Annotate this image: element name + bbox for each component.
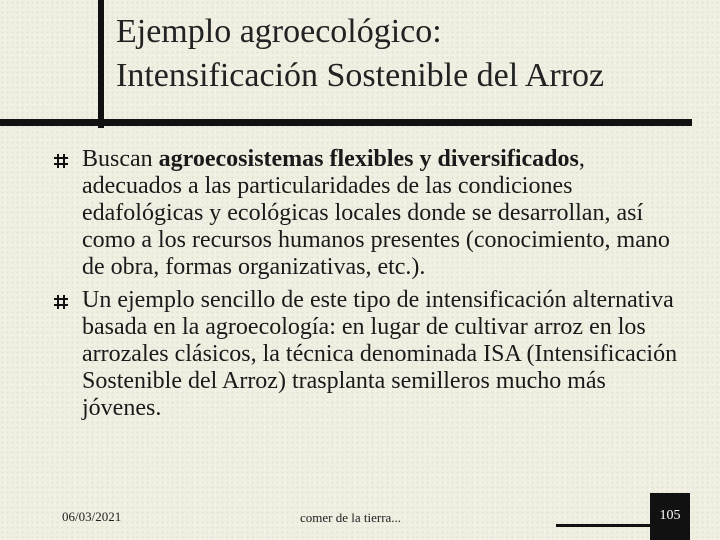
title-line-1: Ejemplo agroecológico:	[116, 13, 442, 50]
title-vertical-rule	[98, 0, 104, 128]
bullet-1-bold: agroecosistemas flexibles y diversificados	[158, 146, 579, 172]
bullet-list	[48, 146, 688, 428]
bullet-item-1	[48, 146, 688, 281]
bullet-2-text: Un ejemplo sencillo de este tipo de intensificación alternativa basada en la agroecología: en lugar de cultivar arroz en los arrozales clásicos, la técnica denominada ISA (Intensificación Sostenible del Arroz) trasplanta semilleros mucho más jóvenes.	[82, 287, 678, 421]
title-line-2: Intensificación Sostenible del Arroz	[116, 57, 605, 94]
bullet-item-2	[48, 287, 688, 422]
slide-title	[116, 10, 706, 98]
footer-date: 06/03/2021	[62, 509, 122, 524]
bullet-1-rest: , adecuados a las particularidades de las condiciones edafológicas y ecológicas locales donde se desarrollan, así como a los recursos humanos presentes (conocimiento, mano de obra, formas organizativas, etc.).	[82, 146, 670, 280]
page-number: 105	[659, 508, 681, 523]
hash-bullet-icon	[54, 154, 68, 168]
footer-rule	[556, 524, 650, 527]
bullet-1-lead: Buscan	[82, 146, 159, 172]
title-horizontal-rule	[0, 119, 692, 126]
hash-bullet-icon	[54, 295, 68, 309]
footer-center-text: comer de la tierra...	[300, 510, 402, 525]
